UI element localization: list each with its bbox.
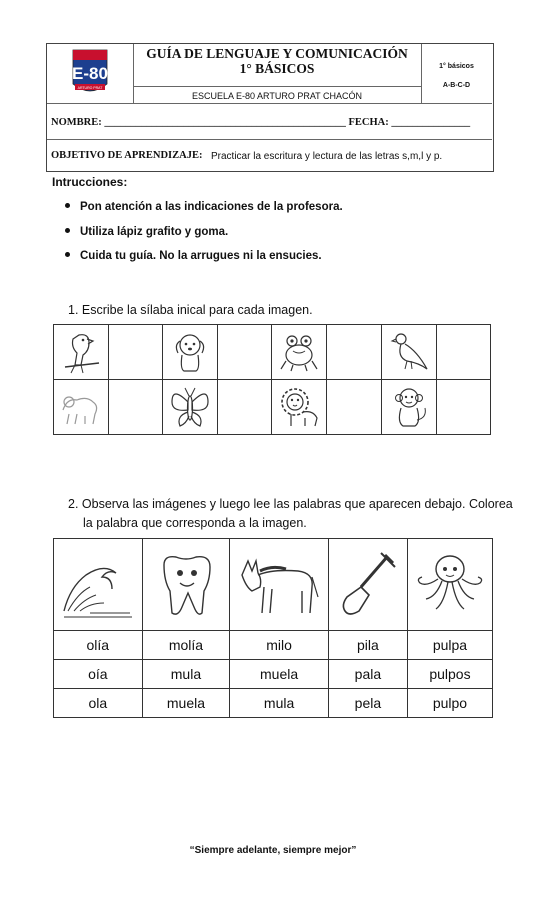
picture-cell: [381, 380, 436, 435]
title-cell: [133, 44, 422, 103]
word-cell[interactable]: pela: [328, 689, 407, 718]
name-date-field[interactable]: NOMBRE: ______________________________________________ FECHA: _______________: [51, 117, 471, 128]
objective-row: [47, 139, 492, 172]
puppy-icon: [168, 329, 212, 375]
shovel-icon: [333, 547, 403, 623]
word-cell[interactable]: oía: [54, 660, 143, 689]
answer-cell[interactable]: [108, 325, 162, 380]
bullet-icon: [65, 228, 70, 233]
picture-cell: [407, 539, 492, 631]
frog-icon: [277, 329, 321, 375]
octopus-icon: [412, 547, 488, 623]
picture-cell: [54, 325, 109, 380]
bullet-icon: [65, 203, 70, 208]
word-cell[interactable]: olía: [54, 631, 143, 660]
grade-label: 1° básicos: [439, 63, 474, 70]
syllable-table: [53, 324, 491, 435]
objective-text: Practicar la escritura y lectura de las letras s,m,l y p.: [211, 151, 443, 162]
name-date-row: [47, 103, 492, 140]
instructions-title: Intrucciones:: [52, 175, 128, 189]
pigeon-icon: [387, 329, 431, 375]
wave-icon: [60, 547, 136, 623]
answer-cell[interactable]: [436, 325, 490, 380]
word-cell[interactable]: milo: [230, 631, 329, 660]
picture-cell: [54, 539, 143, 631]
monkey-icon: [387, 384, 431, 430]
word-cell[interactable]: pulpos: [407, 660, 492, 689]
word-cell[interactable]: muela: [142, 689, 230, 718]
svg-text:ARTURO PRAT: ARTURO PRAT: [77, 86, 103, 90]
word-cell[interactable]: pila: [328, 631, 407, 660]
lion-icon: [277, 384, 321, 430]
word-cell[interactable]: mula: [230, 689, 329, 718]
guide-title: GUÍA DE LENGUAJE Y COMUNICACIÓN: [146, 46, 408, 61]
grade-title: 1° BÁSICOS: [239, 61, 315, 76]
header-box: [46, 43, 494, 172]
question-1-text: 1. Escribe la sílaba inical para cada imagen.: [68, 303, 313, 317]
sections-label: A-B-C-D: [442, 82, 471, 89]
mule-icon: [236, 547, 322, 623]
objective-label: OBJETIVO DE APRENDIZAJE:: [51, 150, 203, 161]
word-cell[interactable]: pulpa: [407, 631, 492, 660]
picture-cell: [163, 380, 218, 435]
word-cell[interactable]: muela: [230, 660, 329, 689]
picture-cell: [230, 539, 329, 631]
answer-cell[interactable]: [218, 380, 272, 435]
instruction-item: Cuida tu guía. No la arrugues ni la ensucies.: [65, 250, 322, 262]
grade-cell: [421, 44, 492, 103]
answer-cell[interactable]: [327, 380, 381, 435]
answer-cell[interactable]: [108, 380, 162, 435]
footer-motto: “Siempre adelante, siempre mejor”: [189, 845, 357, 856]
word-cell[interactable]: mula: [142, 660, 230, 689]
question-2-text-line1: 2. Observa las imágenes y luego lee las palabras que aparecen debajo. Colorea: [68, 497, 513, 511]
answer-cell[interactable]: [218, 325, 272, 380]
answer-cell[interactable]: [436, 380, 490, 435]
picture-cell: [163, 325, 218, 380]
school-logo-icon: [47, 44, 133, 103]
instruction-item: Utiliza lápiz grafito y goma.: [65, 226, 228, 238]
divider: [133, 86, 421, 87]
butterfly-icon: [168, 384, 212, 430]
picture-cell: [381, 325, 436, 380]
picture-cell: [328, 539, 407, 631]
bullet-icon: [65, 252, 70, 257]
puma-icon: [59, 384, 103, 430]
school-name: ESCUELA E-80 ARTURO PRAT CHACÓN: [191, 91, 363, 101]
picture-cell: [272, 325, 327, 380]
tooth-icon: [148, 547, 224, 623]
word-cell[interactable]: pala: [328, 660, 407, 689]
parrot-icon: [59, 329, 103, 375]
svg-text:E-80: E-80: [72, 64, 108, 83]
instruction-item: Pon atención a las indicaciones de la profesora.: [65, 201, 343, 213]
logo-cell: [47, 44, 134, 103]
question-2-text-line2: la palabra que corresponda a la imagen.: [83, 516, 307, 530]
word-cell[interactable]: ola: [54, 689, 143, 718]
picture-cell: [272, 380, 327, 435]
answer-cell[interactable]: [327, 325, 381, 380]
picture-cell: [142, 539, 230, 631]
word-table: [53, 538, 493, 718]
word-cell[interactable]: pulpo: [407, 689, 492, 718]
picture-cell: [54, 380, 109, 435]
word-cell[interactable]: molía: [142, 631, 230, 660]
